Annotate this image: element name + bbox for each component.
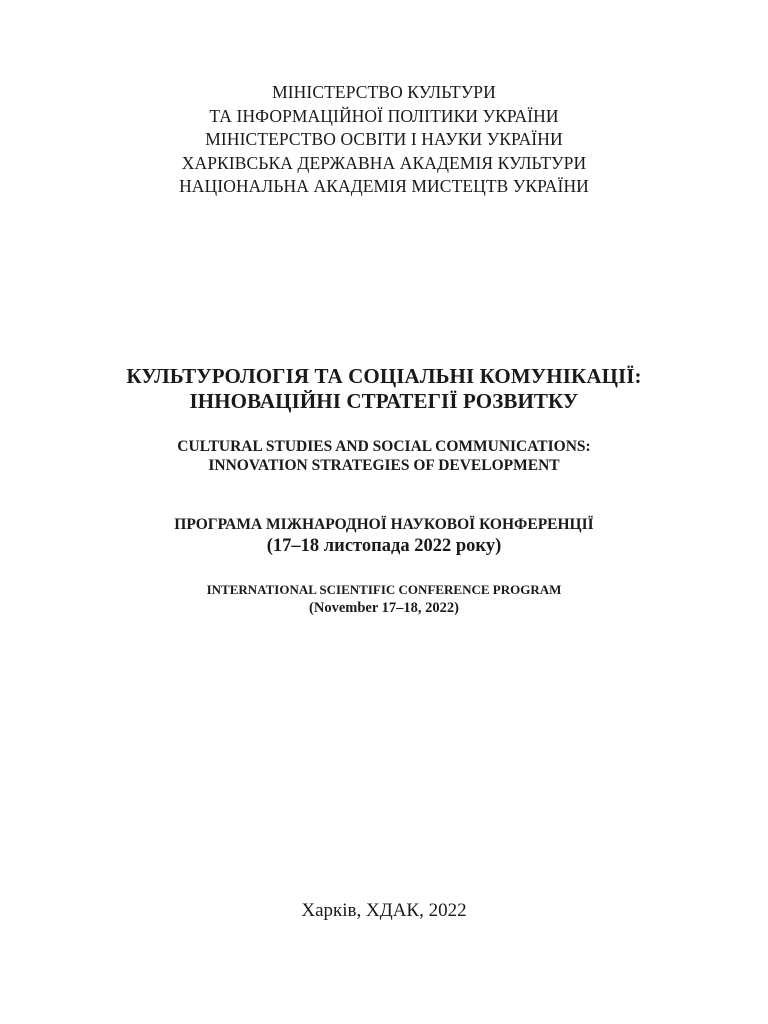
program-english — [0, 581, 768, 618]
imprint-text: Харків, ХДАК, 2022 — [301, 900, 467, 921]
program-ukrainian — [0, 515, 768, 557]
title-uk-line: КУЛЬТУРОЛОГІЯ ТА СОЦІАЛЬНІ КОМУНІКАЦІЇ: — [126, 364, 642, 388]
title-ukrainian — [0, 364, 768, 414]
program-uk-dates: (17–18 листопада 2022 року) — [266, 536, 502, 556]
institution-line: ТА ІНФОРМАЦІЙНОЇ ПОЛІТИКИ УКРАЇНИ — [209, 105, 559, 126]
program-en-heading: INTERNATIONAL SCIENTIFIC CONFERENCE PROGRAM — [206, 582, 562, 597]
institution-line: ХАРКІВСЬКА ДЕРЖАВНА АКАДЕМІЯ КУЛЬТУРИ — [181, 152, 587, 173]
institution-line: МІНІСТЕРСТВО ОСВІТИ І НАУКИ УКРАЇНИ — [205, 129, 563, 149]
imprint-footer — [0, 899, 768, 923]
title-uk-line: ІННОВАЦІЙНІ СТРАТЕГІЇ РОЗВИТКУ — [189, 389, 579, 413]
title-en-line: INNOVATION STRATEGIES OF DEVELOPMENT — [208, 457, 560, 474]
title-english — [0, 437, 768, 475]
institution-line: МІНІСТЕРСТВО КУЛЬТУРИ — [272, 82, 496, 102]
institution-line: НАЦІОНАЛЬНА АКАДЕМІЯ МИСТЕЦТВ УКРАЇНИ — [179, 176, 589, 196]
program-uk-heading: ПРОГРАМА МІЖНАРОДНОЇ НАУКОВОЇ КОНФЕРЕНЦІЇ — [174, 516, 594, 533]
program-en-dates: (November 17–18, 2022) — [309, 600, 459, 616]
institutions-block — [0, 81, 768, 199]
title-en-line: CULTURAL STUDIES AND SOCIAL COMMUNICATIONS: — [177, 438, 591, 455]
